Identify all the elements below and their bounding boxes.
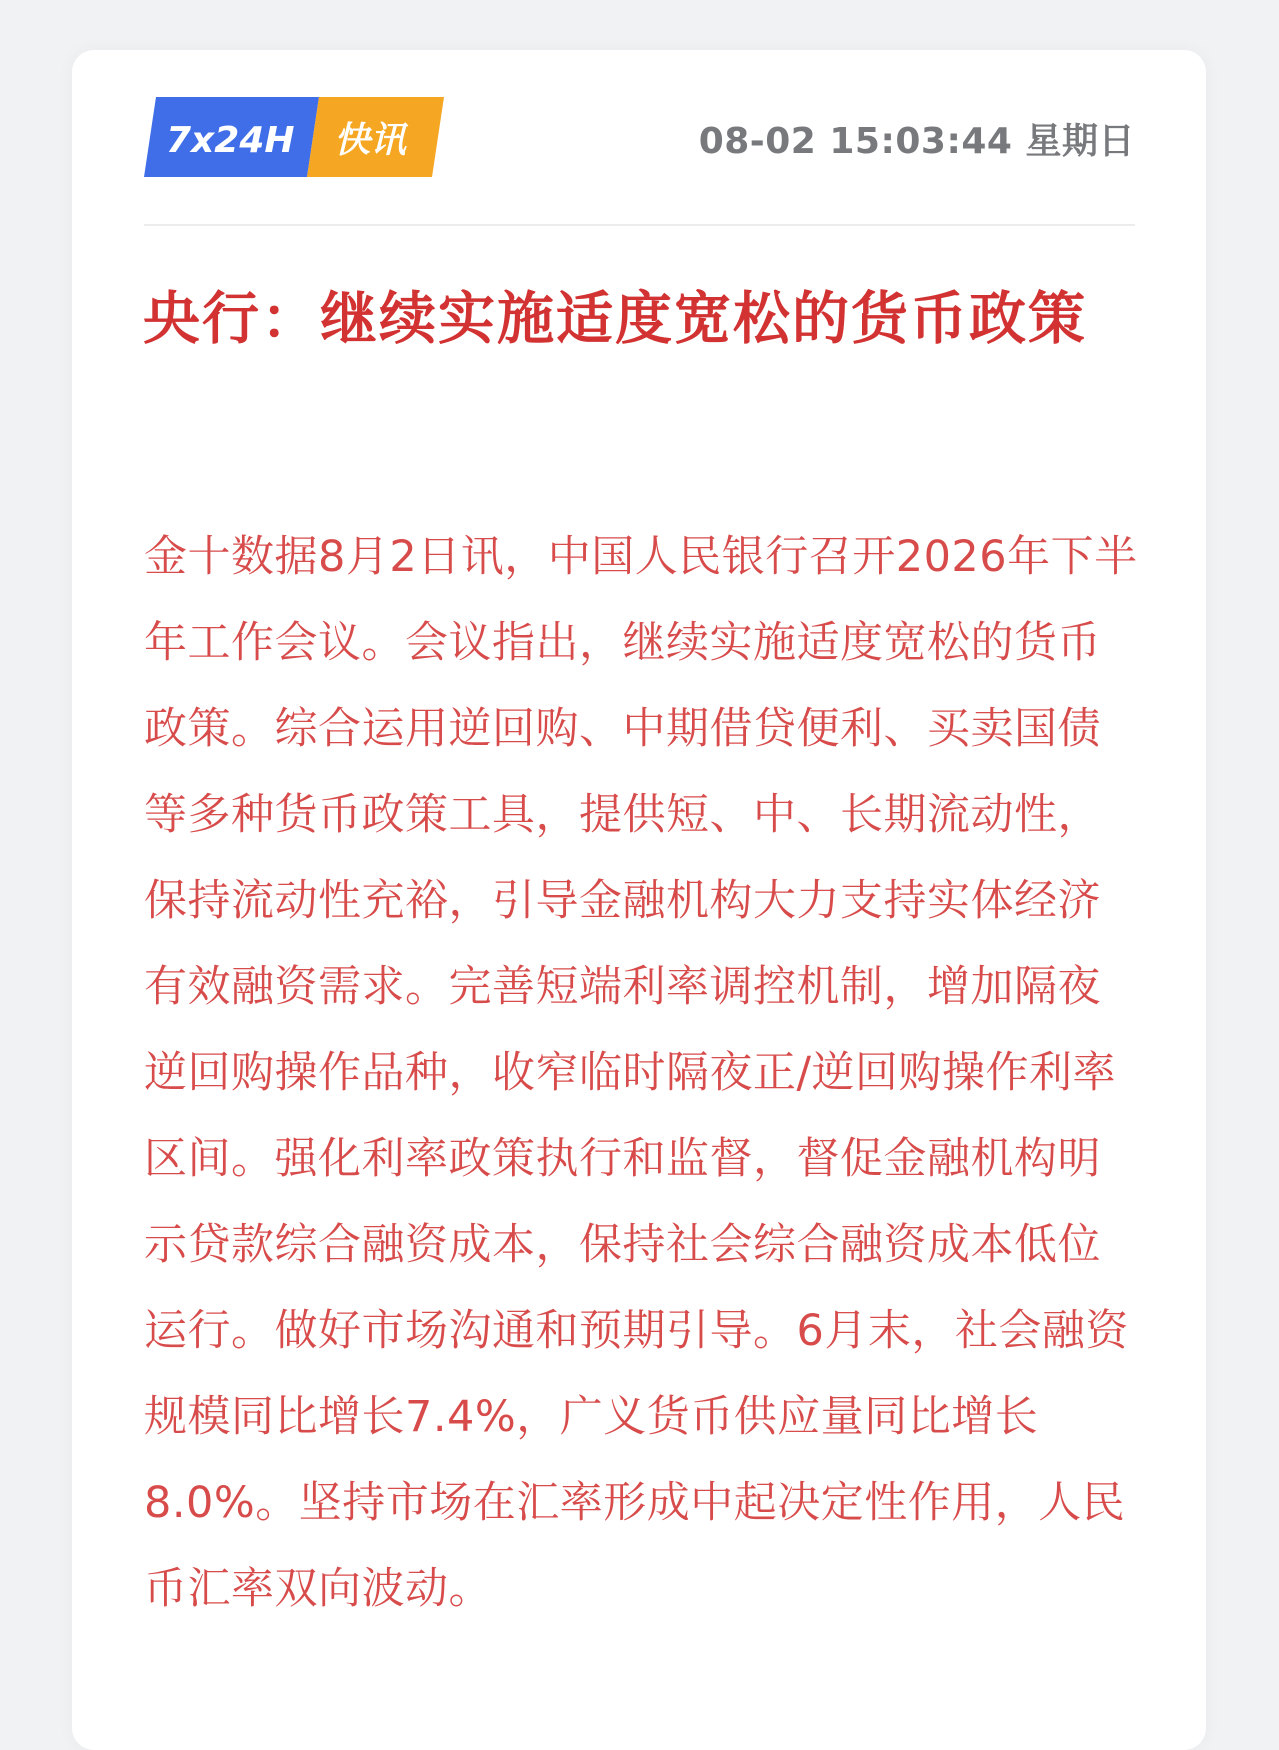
news-timestamp: 08-02 15:03:44 星期日: [698, 121, 1135, 162]
badge-left-text: 7x24H: [166, 120, 295, 161]
badge-logo: [144, 97, 444, 177]
badge-right-text: 快讯: [334, 120, 407, 161]
header-divider: [144, 224, 1135, 226]
news-header: [144, 97, 1135, 177]
article-body: 金十数据8月2日讯，中国人民银行召开2026年下半年工作会议。会议指出，继续实施适度宽松的货币政策。综合运用逆回购、中期借贷便利、买卖国债等多种货币政策工具，提供短、中、长期流动性，保持流动性充裕，引导金融机构大力支持实体经济有效融资需求。完善短端利率调控机制，增加隔夜逆回购操作品种，收窄临时隔夜正/逆回购操作利率区间。强化利率政策执行和监督，督促金融机构明示贷款综合融资成本，保持社会综合融资成本低位运行。做好市场沟通和预期引导。6月末，社会融资规模同比增长7.4%，广义货币供应量同比增长8.0%。坚持市场在汇率形成中起决定性作用，人民币汇率双向波动。: [144, 532, 1138, 1614]
article-title: 央行：继续实施适度宽松的货币政策: [143, 285, 1087, 352]
flash-news-badge: [144, 97, 444, 177]
